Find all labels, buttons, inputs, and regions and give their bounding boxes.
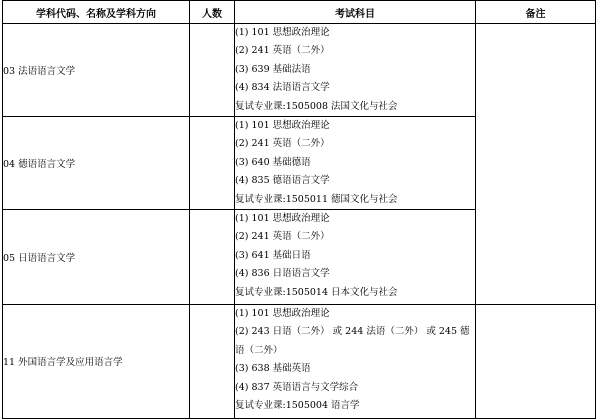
subject-line: (1) 101 思想政治理论 <box>235 212 330 224</box>
retest-line: 复试专业课:1505008 法国文化与社会 <box>235 100 398 112</box>
header-major: 学科代码、名称及学科方向 <box>3 1 190 24</box>
table-row <box>3 304 596 418</box>
major-cell: 11 外国语言学及应用语言学 <box>3 304 190 418</box>
header-count: 人数 <box>190 1 235 24</box>
retest-line: 复试专业课:1505011 德国文化与社会 <box>235 193 398 205</box>
subject-line: (4) 834 法语语言文学 <box>235 82 330 94</box>
subjects-cell <box>235 117 476 210</box>
subject-line: (3) 640 基础德语 <box>235 156 311 168</box>
subject-line: (1) 101 思想政治理论 <box>235 27 330 38</box>
count-cell <box>190 304 235 418</box>
header-note: 备注 <box>476 1 596 24</box>
subject-line: (2) 243 日语（二外） 或 244 法语（二外） 或 245 德语（二外） <box>235 326 470 356</box>
note-cell <box>476 24 596 305</box>
subject-line: (4) 835 德语语言文学 <box>235 175 330 187</box>
count-cell <box>190 117 235 210</box>
subject-line: (4) 836 日语语言文学 <box>235 268 330 280</box>
subject-line: (3) 638 基础英语 <box>235 363 311 375</box>
subject-line: (1) 101 思想政治理论 <box>235 120 330 131</box>
count-cell <box>190 209 235 304</box>
subjects-cell <box>235 209 476 304</box>
note-cell <box>476 304 596 418</box>
subject-line: (2) 241 英语（二外） <box>235 45 330 57</box>
admissions-table <box>2 0 596 419</box>
retest-line: 复试专业课:1505004 语言学 <box>235 399 360 411</box>
subjects-cell <box>235 304 476 418</box>
table-row <box>3 24 596 117</box>
subject-line: (2) 241 英语（二外） <box>235 138 330 150</box>
subject-line: (3) 641 基础日语 <box>235 249 311 261</box>
header-subjects: 考试科目 <box>235 1 476 24</box>
subject-line: (2) 241 英语（二外） <box>235 231 330 243</box>
subjects-cell <box>235 24 476 117</box>
major-cell: 03 法语语言文学 <box>3 24 190 117</box>
subject-line: (4) 837 英语语言与文学综合 <box>235 381 359 393</box>
subject-line: (1) 101 思想政治理论 <box>235 307 330 319</box>
major-cell: 05 日语语言文学 <box>3 209 190 304</box>
subject-line: (3) 639 基础法语 <box>235 63 311 75</box>
header-row <box>3 1 596 24</box>
retest-line: 复试专业课:1505014 日本文化与社会 <box>235 286 398 298</box>
count-cell <box>190 24 235 117</box>
major-cell: 04 德语语言文学 <box>3 117 190 210</box>
